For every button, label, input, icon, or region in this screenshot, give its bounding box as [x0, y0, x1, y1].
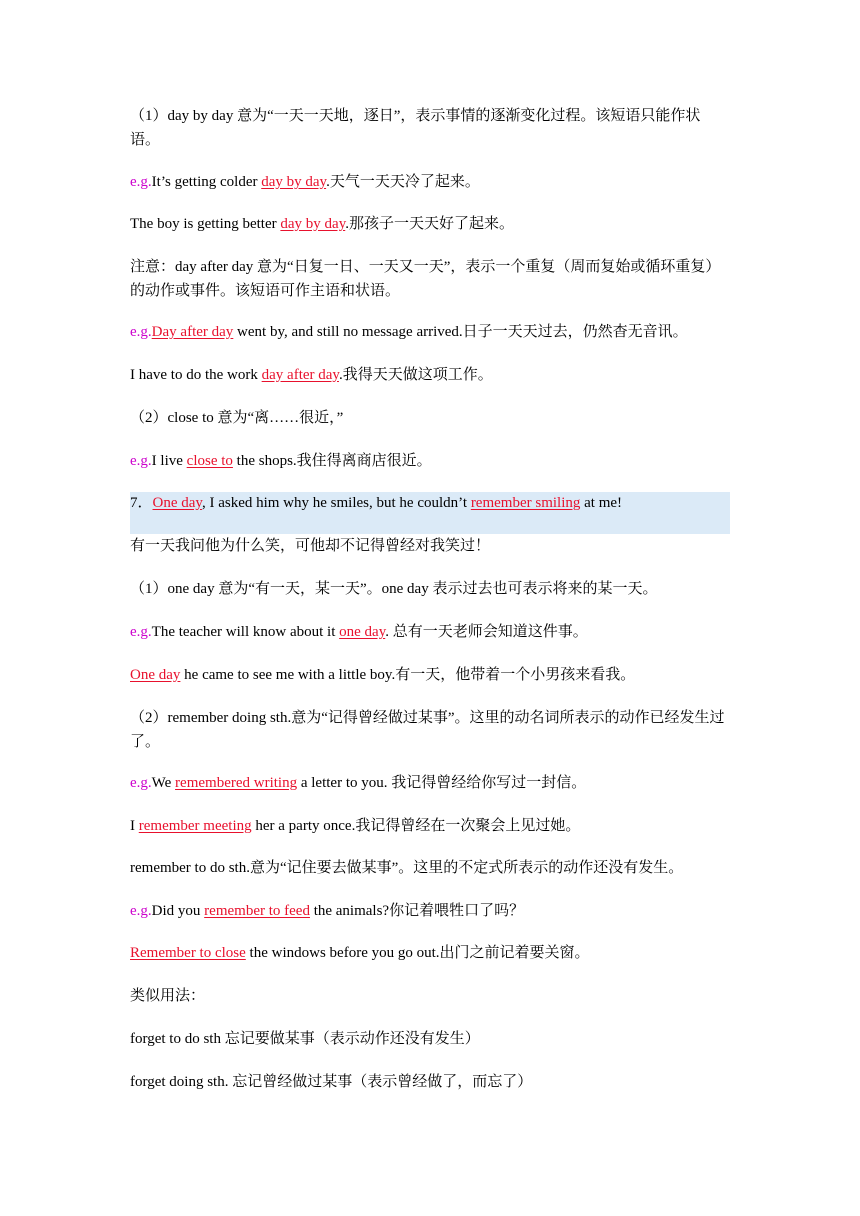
sentence-text: the windows before you go out.出门之前记着要关窗。 [245, 945, 590, 961]
highlighted-phrase: day after day [261, 367, 339, 383]
note-close-to: （2）close to 意为“离……很近，” [130, 410, 344, 426]
sentence-text: I have to do the work [130, 367, 262, 383]
example-sentence [130, 170, 730, 194]
example-sentence [130, 941, 730, 965]
example-sentence [130, 620, 730, 644]
usage-forget-doing: forget doing sth. 忘记曾经做过某事（表示曾经做了，而忘了） [130, 1074, 533, 1090]
note-one-day: （1）one day 意为“有一天，某一天”。one day 表示过去也可表示将来的某一天。 [130, 581, 658, 597]
similar-usage-label: 类似用法： [130, 988, 206, 1004]
highlighted-phrase: remembered writing [175, 775, 298, 791]
sentence-text: he came to see me with a little boy.有一天，他带着一个小男孩来看我。 [180, 667, 636, 683]
section-number: 7． [130, 495, 153, 511]
sentence-text: It’s getting colder [151, 174, 262, 190]
eg-marker: e.g. [130, 624, 152, 640]
example-sentence [130, 814, 730, 838]
usage-forget-to-do: forget to do sth 忘记要做某事（表示动作还没有发生） [130, 1031, 480, 1047]
example-sentence [130, 363, 730, 387]
eg-marker: e.g. [130, 903, 152, 919]
sentence-text: Did you [151, 903, 205, 919]
sentence-text: .那孩子一天天好了起来。 [345, 216, 514, 232]
sentence-text: the shops.我住得离商店很近。 [232, 453, 432, 469]
example-sentence [130, 899, 730, 923]
note-remember-doing: （2）remember doing sth.意为“记得曾经做过某事”。这里的动名词所表示的动作已经发生过了。 [130, 710, 725, 750]
section-heading-7 [130, 491, 730, 515]
sentence-text: We [151, 775, 176, 791]
sentence-text: the animals?你记着喂牲口了吗？ [309, 903, 525, 919]
sentence-text: went by, and still no message arrived.日子一天天过去，仍然杳无音讯。 [233, 324, 688, 340]
eg-marker: e.g. [130, 775, 152, 791]
sentence-text: I [130, 818, 139, 834]
example-sentence [130, 771, 730, 795]
eg-marker: e.g. [130, 174, 152, 190]
highlighted-phrase: one day [339, 624, 386, 640]
example-sentence [130, 663, 730, 687]
highlighted-phrase: remember smiling [470, 495, 581, 511]
highlighted-phrase: One day [152, 495, 202, 511]
example-sentence [130, 320, 730, 344]
example-sentence [130, 212, 730, 236]
highlighted-phrase: remember to feed [204, 903, 310, 919]
note-remember-to-do: remember to do sth.意为“记住要去做某事”。这里的不定式所表示的动作还没有发生。 [130, 860, 684, 876]
example-sentence [130, 449, 730, 473]
sentence-text: , I asked him why he smiles, but he couldn’t [201, 495, 471, 511]
note-day-after-day: 注意：day after day 意为“日复一日、一天又一天”，表示一个重复（周而复始或循环重复）的动作或事件。该短语可作主语和状语。 [130, 259, 721, 299]
translation: 有一天我问他为什么笑，可他却不记得曾经对我笑过！ [130, 538, 491, 554]
sentence-text: a letter to you. 我记得曾经给你写过一封信。 [297, 775, 587, 791]
highlighted-phrase: day by day [261, 174, 327, 190]
sentence-text: The teacher will know about it [151, 624, 340, 640]
eg-marker: e.g. [130, 324, 152, 340]
eg-marker: e.g. [130, 453, 152, 469]
sentence-text: . 总有一天老师会知道这件事。 [385, 624, 588, 640]
highlighted-phrase: remember meeting [138, 818, 252, 834]
note-day-by-day: （1）day by day 意为“一天一天地，逐日”，表示事情的逐渐变化过程。该短语只能作状语。 [130, 108, 701, 148]
sentence-text: at me! [580, 495, 623, 511]
sentence-text: .我得天天做这项工作。 [338, 367, 493, 383]
highlighted-phrase: Remember to close [130, 945, 246, 961]
sentence-text: her a party once.我记得曾经在一次聚会上见过她。 [251, 818, 581, 834]
sentence-text: I live [151, 453, 187, 469]
highlighted-phrase: day by day [280, 216, 346, 232]
highlighted-phrase: One day [130, 667, 181, 683]
sentence-text: The boy is getting better [130, 216, 281, 232]
sentence-text: .天气一天天冷了起来。 [326, 174, 480, 190]
highlighted-phrase: Day after day [151, 324, 234, 340]
highlighted-phrase: close to [186, 453, 233, 469]
